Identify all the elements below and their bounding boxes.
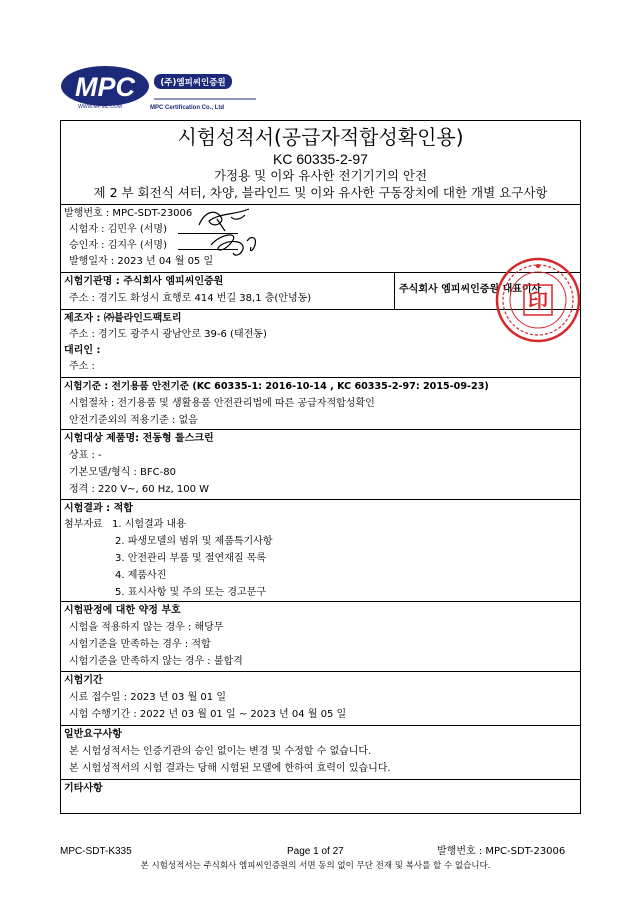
lab-representative: 주식회사 엠피씨인증원 대표이사 [399,284,542,295]
seal-icon [494,256,582,344]
attachment-label: 첨부자료 [64,519,103,530]
judgement-line: 시험기준을 만족하는 경우 : 적합 [69,639,211,650]
general-heading: 일반요구사항 [64,729,122,740]
period-heading: 시험기간 [64,675,103,686]
company-seal [494,256,582,344]
general-line: 본 시험성적서의 시험 결과는 당해 시험된 모델에 한하여 효력이 있습니다. [69,763,391,774]
product-heading: 시험대상 제품명: 전동형 롤스크린 [64,433,214,444]
agent-label: 대리인 : [64,345,101,356]
footer-doc-code: MPC-SDT-K335 [60,846,132,857]
footer-notice: 본 시험성적서는 주식회사 엠피씨인증원의 서면 동의 없이 무단 전재 및 복사를 할 수 없습니다. [140,861,491,871]
attachment-item: 2. 파생모델의 범위 및 제품특기사항 [115,536,273,547]
logo-url: WWW.MP.MZ.COM [78,104,122,110]
result-heading: 시험결과 : 적합 [64,503,133,514]
attachment-item: 5. 표시사항 및 주의 또는 경고문구 [115,587,267,598]
mpc-logo-graphic [60,64,260,114]
criteria-other: 안전기준외의 적용기준 : 없음 [69,415,198,426]
product-model: 기본모델/형식 : BFC-80 [69,467,176,478]
attachment-item: 4. 제품사진 [115,570,167,581]
test-execution-period: 시험 수행기간 : 2022 년 03 월 01 일 ~ 2023 년 04 월 05 일 [69,709,347,720]
other-heading: 기타사항 [64,783,103,794]
product-section [61,430,580,500]
standard-number: KC 60335-2-97 [273,151,368,167]
footer-page-number: Page 1 of 27 [287,846,344,857]
manufacturer-heading: 제조자 : ㈜블라인드팩토리 [64,313,182,324]
approver: 승인자 : 김지우 (서명) [69,240,167,251]
criteria-procedure: 시험절차 : 전기용품 및 생활용품 안전관리법에 따른 공급자적합성확인 [69,398,375,409]
manufacturer-address: 주소 : 경기도 광주시 광남안로 39-6 (태전동) [69,329,267,340]
criteria-section [61,378,580,430]
title-line2: 가정용 및 이와 유사한 전기기기의 안전 [213,168,428,183]
product-brand: 상표 : - [69,450,102,461]
logo-english-name: MPC Certification Co., Ltd [150,105,224,111]
lab-address: 주소 : 경기도 화성시 효행로 414 번길 38,1 층(안녕동) [69,293,312,304]
signature-icon [191,205,271,267]
judgement-section [61,602,580,672]
judgement-line: 시험을 적용하지 않는 경우 : 해당무 [69,622,224,633]
title-line3: 제 2 부 회전식 셔터, 차양, 블라인드 및 이와 유사한 구동장치에 대한 개별 요구사항 [93,185,548,200]
judgement-heading: 시험판정에 대한 약정 부호 [64,605,181,616]
logo-korean-name: (주)엠피씨인증원 [160,78,226,88]
other-section [61,780,580,813]
issue-date: 발행일자 : 2023 년 04 월 05 일 [69,256,214,267]
attachment-item: 1. 시험결과 내용 [112,519,186,530]
tester: 시험자 : 김민우 (서명) [69,224,167,235]
criteria-heading: 시험기준 : 전기용품 안전기준 (KC 60335-1: 2016-10-14 , KC 60335-2-97: 2015-09-23) [64,381,489,392]
sample-receipt-date: 시료 접수일 : 2023 년 03 월 01 일 [69,692,226,703]
logo-letters: MPC [75,72,135,102]
report-frame [60,120,581,814]
report-title: 시험성적서(공급자적합성확인용) [177,125,464,149]
issue-number: 발행번호 : MPC-SDT-23006 [64,208,193,219]
product-rating: 정격 : 220 V~, 60 Hz, 100 W [69,484,210,495]
general-section [61,726,580,780]
company-logo [60,64,260,114]
seal-character: 印 [528,289,548,313]
general-line: 본 시험성적서는 인증기관의 승인 없이는 변경 및 수정할 수 없습니다. [69,746,372,757]
lab-heading: 시험기관명 : 주식회사 엠피씨인증원 [64,276,224,287]
judgement-line: 시험기준을 만족하지 않는 경우 : 불합격 [69,656,243,667]
result-section [61,500,580,602]
agent-address: 주소 : [69,361,95,372]
lab-divider [394,273,395,310]
title-section [61,121,580,205]
footer-issue-number: 발행번호 : MPC-SDT-23006 [437,846,566,857]
attachment-item: 3. 안전관리 부품 및 절연재질 목록 [115,553,267,564]
period-section [61,672,580,726]
